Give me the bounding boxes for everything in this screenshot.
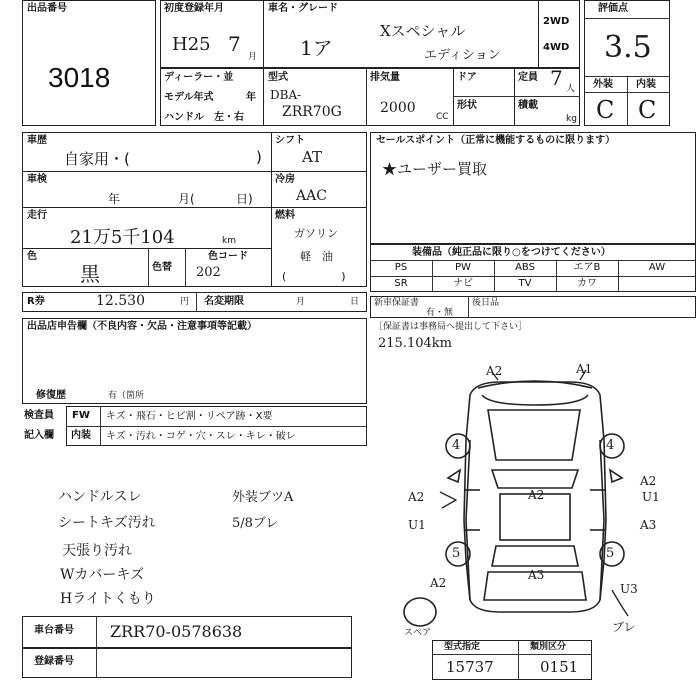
- shift-value: AT: [302, 148, 323, 166]
- model-code: ZRR70G: [282, 104, 342, 120]
- dealer-l1: ディーラー・並: [164, 72, 234, 83]
- grade-int: C: [638, 96, 657, 124]
- door-shape: 形状: [457, 100, 477, 111]
- remark-1: ハンドルスレ: [58, 489, 142, 505]
- type-no-value: 15737: [446, 658, 494, 676]
- reg-label: 初度登録年月: [164, 3, 224, 14]
- car-label: 車名・グレード: [268, 3, 338, 14]
- fuel-paren: ( ): [282, 270, 346, 283]
- color-code: 202: [196, 265, 221, 280]
- dmg-left-door-a2: A2: [408, 490, 425, 504]
- dealer-l2b: 年: [246, 92, 256, 103]
- dmg-front-right: A1: [576, 362, 593, 376]
- cap-load: 積載: [518, 100, 538, 111]
- dmg-left-door-u1: U1: [408, 518, 426, 532]
- grade-ext-label: 外装: [593, 79, 613, 90]
- remark-2: シートキズ汚れ: [58, 515, 156, 531]
- car-grade-1: Xスペシャル: [380, 22, 466, 40]
- door-label: ドア: [457, 72, 477, 83]
- dmg-rear-a3: A3: [528, 568, 545, 582]
- remark-r2: 5/8ブレ: [232, 516, 279, 531]
- chassis-value: ZRR70-0578638: [110, 622, 243, 641]
- grade-ext: C: [596, 96, 615, 124]
- grade-label: 評価点: [598, 3, 628, 14]
- remark-3: 天張り汚れ: [62, 543, 132, 559]
- aircon-value: AAC: [296, 188, 327, 204]
- equip-airbag: エアB: [573, 262, 601, 273]
- equip-tv: TV: [518, 278, 532, 289]
- remark-r1: 外装ブツA: [232, 490, 294, 505]
- cap-unit: 人: [566, 84, 576, 94]
- inspect-month: 月(: [178, 192, 195, 206]
- mileage-value: 21万5千104: [70, 227, 175, 248]
- plate-label: 登録番号: [34, 656, 74, 667]
- model-prefix: DBA-: [270, 88, 302, 102]
- lot-label: 出品番号: [27, 3, 67, 14]
- chassis-label: 車台番号: [34, 625, 74, 636]
- mileage-label: 走行: [27, 210, 47, 221]
- inspect-day: 日): [236, 192, 253, 206]
- cap-value: 7: [550, 66, 563, 90]
- aircon-label: 冷房: [275, 174, 295, 185]
- mileage-unit: km: [222, 236, 236, 246]
- recycle-expire: 名変期限: [204, 296, 244, 307]
- shift-label: シフト: [275, 135, 305, 146]
- selling-label: セールスポイント（正常に機能するものに限ります）: [376, 135, 616, 146]
- dmg-roof: A2: [528, 488, 545, 502]
- dmg-rear-right-u3: U3: [620, 582, 638, 596]
- color-change-label: 色替: [152, 262, 172, 273]
- recycle-label: R券: [27, 296, 45, 307]
- class-label: 類別区分: [530, 642, 567, 652]
- dmg-rear-bure: ブレ: [612, 620, 636, 634]
- dealer-l2: モデル年式: [164, 92, 214, 103]
- car-name: 1ア: [300, 36, 333, 60]
- lot-number: 3018: [48, 62, 111, 93]
- warranty-label: 新車保証書: [374, 298, 420, 308]
- dmg-wheel-fr: 4: [606, 438, 615, 453]
- recycle-month: 月: [296, 297, 306, 307]
- wd2-label: 2WD: [543, 16, 570, 27]
- equip-ps: PS: [394, 262, 408, 273]
- equip-label: 装備品（純正品に限り○をつけてください）: [412, 247, 611, 258]
- warranty-value: 有・無: [426, 308, 454, 318]
- checker-label-1: 検査員: [24, 410, 54, 421]
- disp-label: 排気量: [370, 72, 400, 83]
- cap-label: 定員: [518, 72, 538, 83]
- inspect-year: 年: [108, 192, 121, 206]
- odo-note-value: 215.104km: [378, 336, 452, 351]
- dmg-wheel-rr: 5: [606, 546, 615, 561]
- reg-month-unit: 月: [248, 52, 258, 62]
- equip-pw: PW: [455, 262, 471, 273]
- fuel-label: 燃料: [275, 210, 295, 221]
- dmg-wheel-fl: 4: [452, 438, 461, 453]
- checker-label-2: 記入欄: [24, 430, 54, 441]
- equip-sr: SR: [394, 278, 408, 289]
- remark-4: Wカバーキズ: [60, 567, 145, 583]
- equip-abs: ABS: [515, 262, 535, 273]
- type-no-label: 型式指定: [444, 642, 481, 652]
- color-value: 黒: [80, 262, 100, 286]
- recycle-value: 12.530: [96, 293, 145, 309]
- color-label: 色: [27, 251, 37, 262]
- history-label: 車歴: [27, 135, 47, 146]
- recycle-day: 日: [350, 297, 360, 307]
- checker-fw: FW: [72, 410, 90, 421]
- history-value: 自家用・(: [64, 150, 130, 168]
- equip-aw: AW: [648, 262, 666, 273]
- repair-value: 有（箇所: [108, 391, 145, 401]
- history-close: ): [256, 148, 262, 166]
- checker-row2: キズ・汚れ・コゲ・穴・スレ・キレ・破レ: [106, 431, 296, 442]
- color-code-label: 色コード: [208, 251, 248, 262]
- dmg-wheel-rl: 5: [452, 546, 461, 561]
- dealer-l3: ハンドル 左・右: [164, 112, 244, 123]
- dmg-right-u1: U1: [642, 490, 660, 504]
- class-value: 0151: [540, 658, 579, 676]
- selling-value: ★ユーザー買取: [382, 160, 488, 178]
- fuel-gas: ガソリン: [294, 227, 338, 240]
- equip-leather: カワ: [577, 278, 597, 289]
- model-label: 型式: [268, 72, 288, 83]
- wd4-label: 4WD: [543, 42, 570, 53]
- disp-unit: CC: [436, 112, 449, 122]
- spare-label: スペア: [404, 628, 432, 638]
- dmg-rear-left-a2: A2: [430, 576, 447, 590]
- remark-5: Hライトくもり: [60, 591, 156, 607]
- warranty-recbook: 後日品: [472, 298, 500, 308]
- checker-int: 内装: [71, 430, 91, 441]
- dmg-right-a3: A3: [640, 518, 657, 532]
- grade-int-label: 内装: [636, 79, 656, 90]
- repair-label: 修復歴: [36, 390, 66, 401]
- reg-month: 7: [228, 32, 241, 56]
- equip-navi: ナビ: [453, 278, 473, 289]
- odo-note-label: ［保証書は事務局へ提出して下さい］: [374, 322, 528, 332]
- inspect-label: 車検: [27, 174, 47, 185]
- grade-score: 3.5: [604, 30, 652, 65]
- dmg-front-left: A2: [486, 364, 503, 378]
- fuel-diesel: 軽 油: [300, 250, 333, 263]
- car-grade-2: エディション: [424, 48, 501, 63]
- reg-era: H25: [172, 34, 211, 55]
- recycle-unit: 円: [180, 297, 190, 307]
- dmg-right-a2: A2: [640, 474, 657, 488]
- disp-value: 2000: [380, 100, 416, 116]
- cap-kg: kg: [566, 114, 577, 124]
- notes-label: 出品店申告欄（不良内容・欠品・注意事項等記載）: [27, 321, 257, 332]
- checker-row1: キズ・飛石・ヒビ割・リペア跡・X要: [106, 411, 273, 422]
